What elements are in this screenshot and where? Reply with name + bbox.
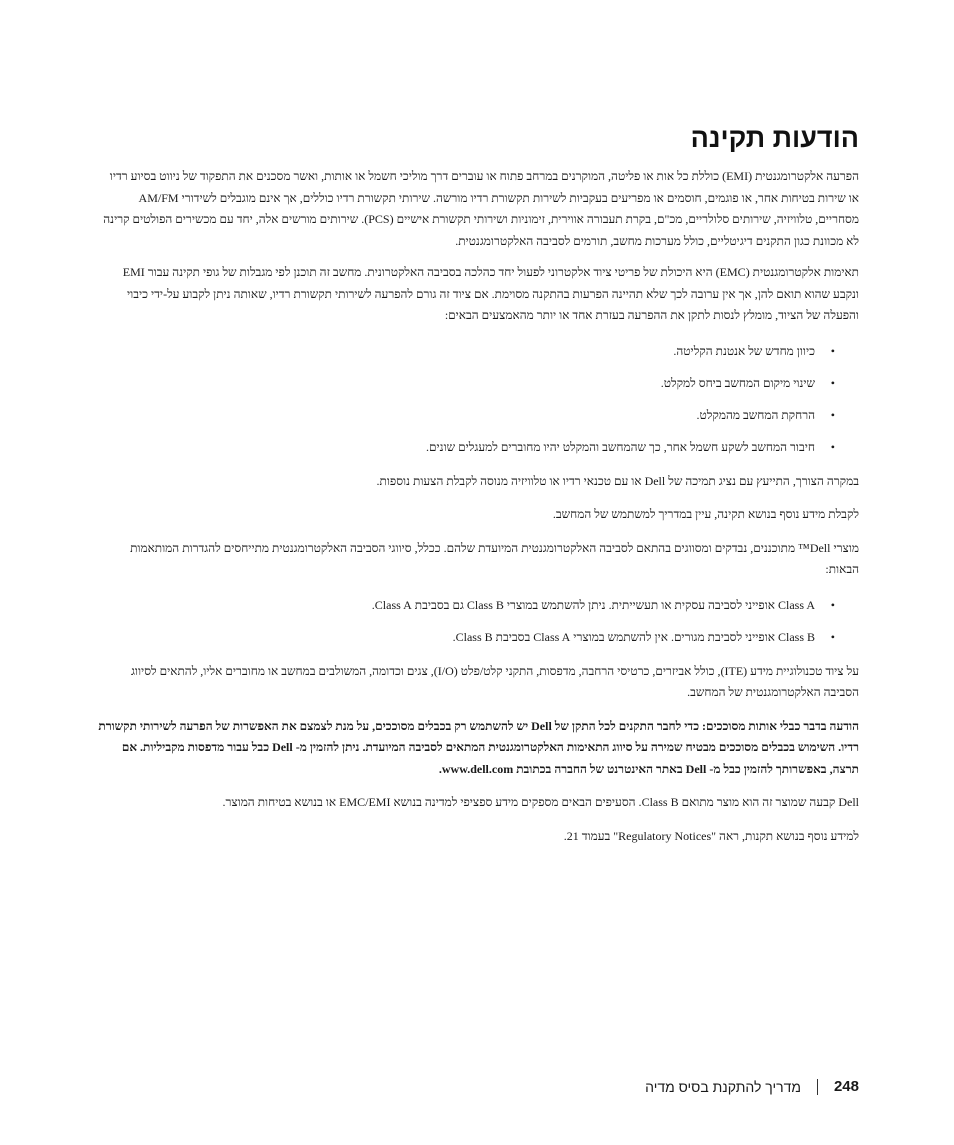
- list-item: • חיבור המחשב לשקע חשמל אחר, כך שהמחשב והמקלט יהיו מחוברים למעגלים שונים.: [97, 437, 835, 457]
- bullet-icon: •: [830, 343, 835, 358]
- list-item: • שינוי מיקום המחשב ביחס למקלט.: [97, 373, 835, 393]
- bullet-icon: •: [830, 597, 835, 612]
- emc-paragraph: תאימות אלקטרומגנטית (EMC) היא היכולת של פריטי ציוד אלקטרוני לפעול יחד כהלכה בסביבה האלקטרונית. מחשב זה תוכנן לפי מגבלות של גופי תקינה עבור EMI ונקבע שהוא תואם להן, אך אין ערובה לכך שלא תהיינה הפרעות בהתקנה מסוימת. אם ציוד זה גורם להפרעה לשירותי תקשורת רדיו, שאותה ניתן לקבוע על-ידי כיבוי והפעלה של הציוד, מומלץ לנסות לתקן את ההפרעה בעזרת אחד או יותר מהאמצעים הבאים:: [122, 265, 859, 322]
- support-paragraph: במקרה הצורך, התייעץ עם נציג תמיכה של Dell או עם טכנאי רדיו או טלוויזיה מנוסה לקבלת הצעות נוספות.: [376, 473, 859, 488]
- bullet-icon: •: [830, 439, 835, 454]
- ite-paragraph: על ציוד טכנולוגיית מידע (ITE), כולל אביזרים, כרטיסי הרחבה, מדפסות, התקני קלט/פלט (I/O), צגים וכדומה, המשולבים במחשב או מחוברים אליו, להתאים לסיווג הסביבה האלקטרומגנטית של המחשב.: [130, 663, 859, 699]
- guide-title: מדריך להתקנת בסיס מדיה: [645, 1078, 801, 1095]
- list-item: • כיוון מחדש של אנטנת הקליטה.: [97, 341, 835, 361]
- list-item: • הרחקת המחשב מהמקלט.: [97, 405, 835, 425]
- page-title: הודעות תקינה: [690, 123, 859, 153]
- list-item: • Class A אופייני לסביבה עסקית או תעשייתית. ניתן להשתמש במוצרי Class B גם בסביבת Class A.: [97, 595, 835, 615]
- emi-paragraph: הפרעה אלקטרומגנטית (EMI) כוללת כל אות או פליטה, המוקרנים במרחב פתוח או עוברים דרך מוליכי חשמל או אותות, ואשר מסכנים את התפקוד של ניווט בסיוע רדיו או שירות בטיחות אחר, או פוגמים, חוסמים או מפריעים בעקביות לשירות תקשורת רדיו מורשה. שירותי תקשורת רדיו כוללים, אך אינם מוגבלים לשידורי AM/FM מסחריים, טלוויזיה, שירותים סלולריים, מכ"ם, בקרת תעבורה אווירית, זימוניות ושירותי תקשורת אישיים (PCS). שירותים מורשים אלה, יחד עם מכשירים הפולטים קרינה לא מכוונת כגון התקנים דיגיטליים, כולל מערכות מחשב, תורמים לסביבה האלקטרומגנטית.: [103, 169, 859, 248]
- shielded-cables-notice: הודעה בדבר כבלי אותות מסוככים: כדי לחבר התקנים לכל התקן של Dell יש להשתמש רק בכבלים מסוככים, על מנת לצמצם את האפשרות של הפרעה לשירותי תקשורת רדיו. השימוש בכבלים מסוככים מבטיח שמירה על סיווג התאימות האלקטרומגנטית המתאים לסביבה המיועדת. ניתן להזמין מ- Dell כבל עבור מדפסות מקביליות. אם תרצה, באפשרותך להזמין כבל מ- Dell באתר האינטרנט של החברה בכתובת www.dell.com.: [98, 718, 859, 776]
- regulatory-notices-paragraph: למידע נוסף בנושא תקנות, ראה "Regulatory Notices" בעמוד 21.: [563, 828, 859, 843]
- list-item: • Class B אופייני לסביבת מגורים. אין להשתמש במוצרי Class A בסביבת Class B.: [97, 627, 835, 647]
- class-definitions-list: [97, 595, 835, 647]
- classification-paragraph: מוצרי Dell™ מתוכננים, נבדקים ומסווגים בהתאם לסביבה האלקטרומגנטית המיועדת שלהם. ככלל, סיווגי הסביבה האלקטרומגנטית מתייחסים להגדרות המותאמות הבאות:: [130, 540, 859, 576]
- bullet-icon: •: [830, 407, 835, 422]
- interference-remedies-list: [97, 341, 835, 457]
- bullet-icon: •: [830, 629, 835, 644]
- page-content: [97, 120, 859, 857]
- page-footer: [645, 1078, 859, 1095]
- bullet-icon: •: [830, 375, 835, 390]
- footer-divider: [817, 1079, 818, 1095]
- class-b-paragraph: Dell קבעה שמוצר זה הוא מוצר מתואם Class B. הסעיפים הבאים מספקים מידע ספציפי למדינה בנושא EMC/EMI או בנושא בטיחות המוצר.: [222, 795, 859, 809]
- page-number: 248: [833, 1078, 859, 1095]
- more-info-paragraph: לקבלת מידע נוסף בנושא תקינה, עיין במדריך למשתמש של המחשב.: [552, 507, 859, 521]
